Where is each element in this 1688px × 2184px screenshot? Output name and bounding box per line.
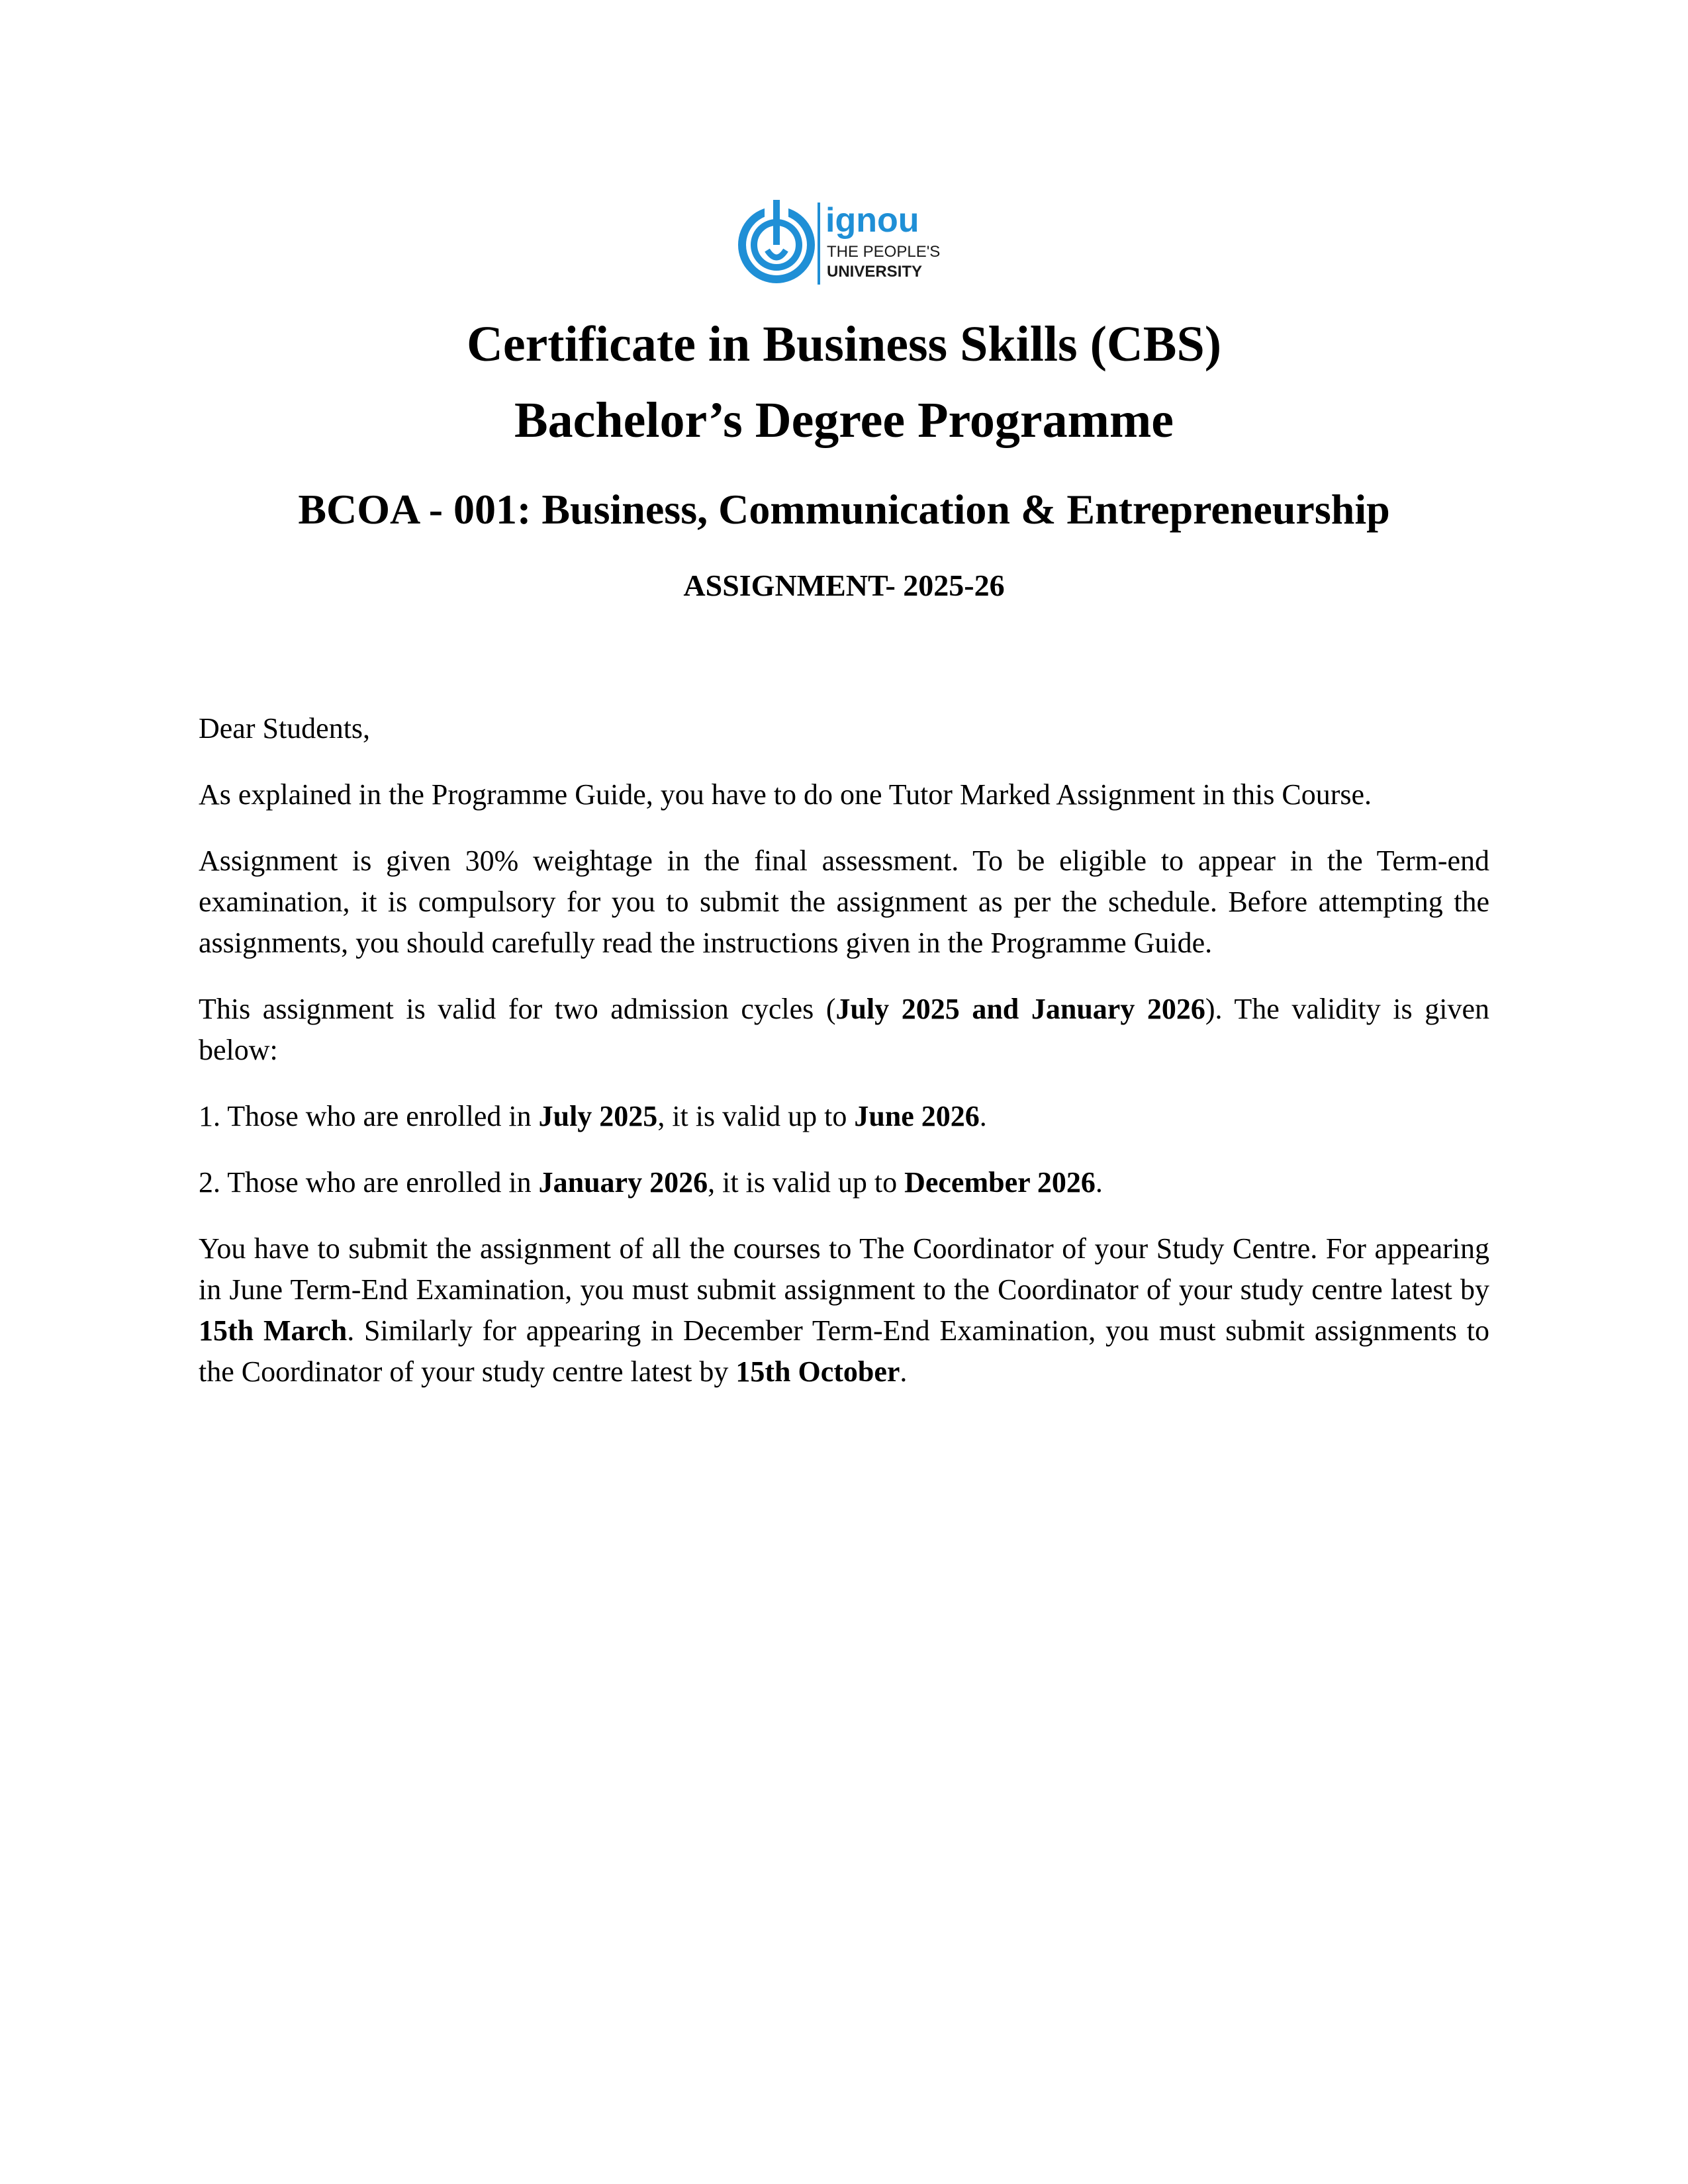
logo-tagline-line-2: UNIVERSITY [827,263,923,281]
programme-title: Certificate in Business Skills (CBS) [466,316,1222,372]
degree-title: Bachelor’s Degree Programme [514,392,1174,448]
submission-text: You have to submit the assignment of all the courses to The Coordinator of your Study Centre. For appearing in June Term-End Examination, you must submit assignment to the Coordinator of your study centre latest by [199,1232,1489,1306]
paragraph-intro: As explained in the Programme Guide, you have to do one Tutor Marked Assignment in this Course. [199,778,1372,811]
course-title: BCOA - 001: Business, Communication & Entrepreneurship [298,486,1390,533]
paragraph-submission [199,1228,1489,1392]
paragraph-weightage: Assignment is given 30% weightage in the final assessment. To be eligible to appear in the Term-end examination, it is compulsory for you to submit the assignment as per the schedule. Before attempting the assignments, you should carefully read the instructions given in the Programme Guide. [199,844,1489,959]
letter-body [199,708,1489,1418]
list-item-text: . [1095,1166,1103,1199]
list-item-july [199,1096,1489,1137]
list-item-text: , it is valid up to [708,1166,905,1199]
validity-text-post: ). The validity is given below: [199,993,1490,1066]
submission-text: . Similarly for appearing in December Term-End Examination, you must submit assignments to the Coordinator of your study centre latest by [199,1314,1489,1388]
validity-text-pre: This assignment is valid for two admission cycles ( [199,993,836,1025]
valid-until: June 2026 [854,1100,980,1132]
deadline-october: 15th October [735,1355,900,1388]
list-item-text: 1. Those who are enrolled in [199,1100,539,1132]
logo-brand-text: ignou [825,201,919,240]
ignou-emblem-icon [738,199,950,291]
list-item-text: 2. Those who are enrolled in [199,1166,539,1199]
submission-text: . [900,1355,908,1388]
validity-cycles: July 2025 and January 2026 [835,993,1205,1025]
list-item-text: , it is valid up to [657,1100,855,1132]
valid-until: December 2026 [904,1166,1096,1199]
logo-tagline-line-1: THE PEOPLE'S [827,243,941,261]
enrolment-month: January 2026 [538,1166,708,1199]
list-item-text: . [979,1100,987,1132]
salutation: Dear Students, [199,712,371,745]
list-item-january [199,1162,1489,1203]
deadline-march: 15th March [199,1314,348,1347]
enrolment-month: July 2025 [538,1100,658,1132]
ignou-logo [738,199,950,291]
paragraph-validity [199,989,1489,1071]
assignment-heading: ASSIGNMENT- 2025-26 [683,569,1005,602]
